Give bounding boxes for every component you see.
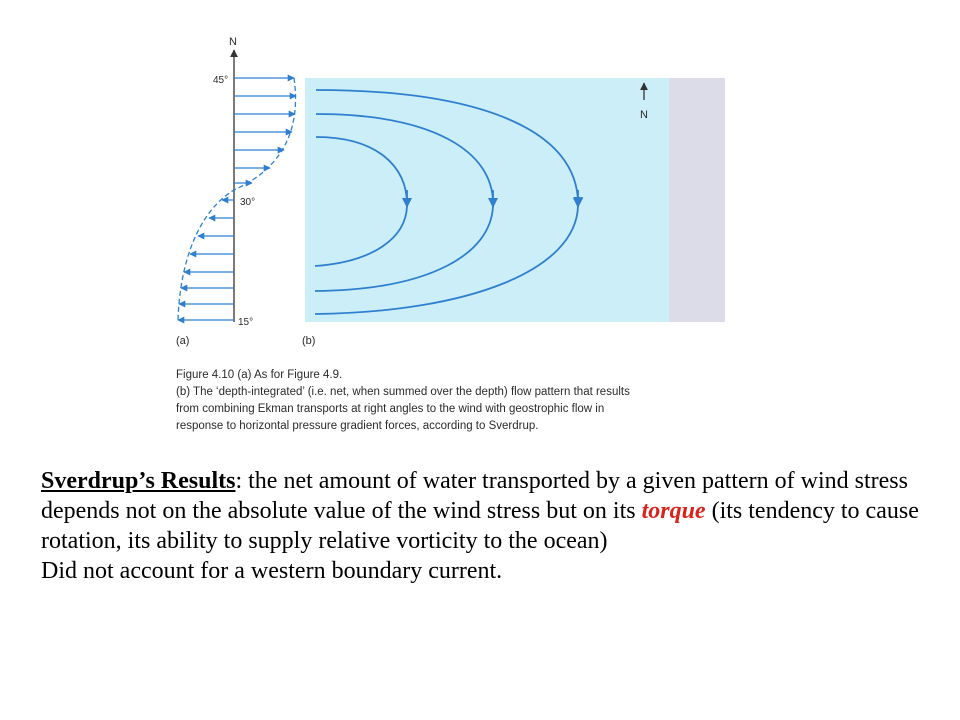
eastward-wind-arrows: [234, 78, 296, 183]
latitude-30-label: 30°: [240, 197, 256, 208]
north-label-a: N: [229, 36, 237, 48]
caption-line-1: Figure 4.10 (a) As for Figure 4.9.: [176, 369, 343, 381]
panel-b-label: (b): [302, 335, 316, 347]
caption-line-2: (b) The ‘depth-integrated’ (i.e. net, when summed over the depth) flow pattern that results: [176, 386, 630, 398]
ocean-basin: [305, 78, 669, 322]
north-label-b: N: [640, 109, 648, 121]
latitude-45-label: 45°: [213, 75, 229, 86]
sverdrup-results-heading: Sverdrup’s Results: [41, 468, 236, 494]
caption-line-4: response to horizontal pressure gradient forces, according to Sverdrup.: [176, 420, 539, 432]
latitude-15-label: 15°: [238, 317, 254, 328]
panel-a-label: (a): [176, 335, 190, 347]
panel-a-wind-profile: [176, 36, 296, 347]
slide-body-text: [41, 466, 931, 586]
caption-line-3: from combining Ekman transports at right angles to the wind with geostrophic flow in: [176, 403, 605, 415]
land-boundary: [669, 78, 725, 322]
boundary-current-note: Did not account for a western boundary current.: [41, 558, 503, 584]
sverdrup-results-paragraph: [41, 466, 931, 556]
paragraph-text-part-1: : the net amount of water transported by a given pattern of wind stress depends not on the absolute value of the wind stress but on its: [41, 468, 908, 524]
panel-b-flow-pattern: [302, 78, 725, 347]
figure-caption: [176, 369, 630, 432]
torque-emphasis: torque: [641, 498, 706, 524]
paragraph-text-part-2: (its tendency to cause rotation, its ability to supply relative vorticity to the ocean): [41, 498, 919, 554]
